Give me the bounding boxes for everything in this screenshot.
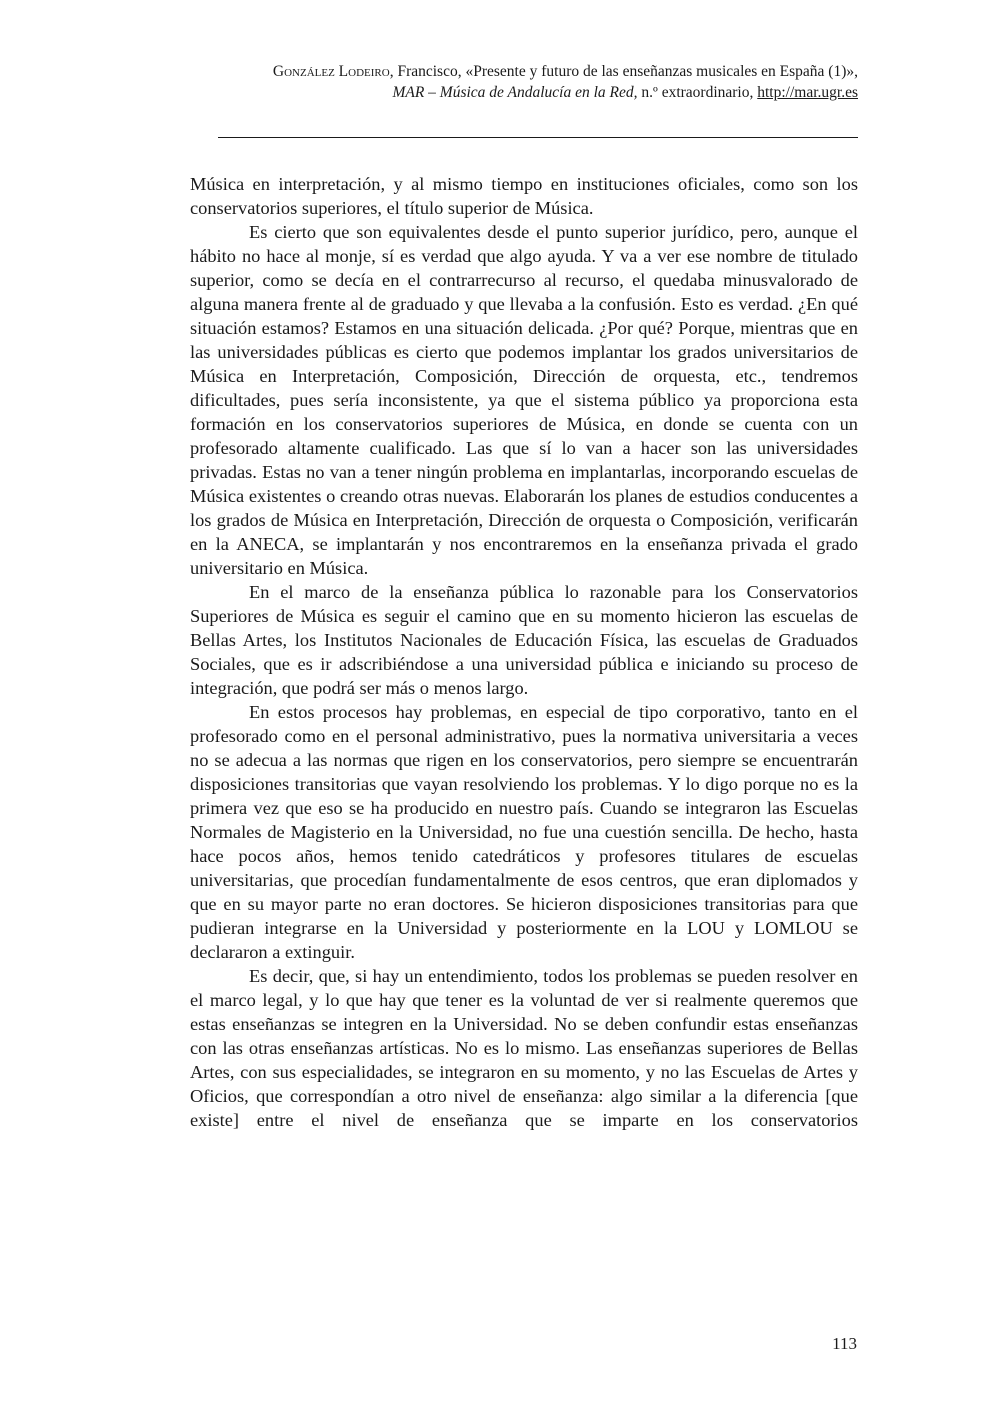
- journal-name: MAR – Música de Andalucía en la Red,: [392, 84, 638, 101]
- header-citation-line-2: [158, 82, 858, 103]
- paragraph: Es decir, que, si hay un entendimiento, todos los problemas se pueden resolver en el marco legal, y lo que hay que tener es la voluntad de ver si realmente queremos que estas enseñanzas se integren en la Universidad. No se deben confundir estas enseñanzas con las otras enseñanzas artísticas. No es lo mismo. Las enseñanzas superiores de Bellas Artes, con sus especialidades, se integraron en su momento, y no las Escuelas de Artes y Oficios, que correspondían a otro nivel de enseñanza: algo similar a la diferencia [que existe] entre el nivel de enseñanza que se imparte en los conservatorios: [190, 966, 858, 1130]
- author-surname: González Lodeiro: [272, 63, 390, 80]
- paragraph: Música en interpretación, y al mismo tiempo en instituciones oficiales, como son los conservatorios superiores, el título superior de Música.: [190, 174, 858, 218]
- author-and-title: , Francisco, «Presente y futuro de las enseñanzas musicales en España (1)»,: [389, 63, 858, 80]
- header-divider: [218, 137, 858, 138]
- journal-url-link[interactable]: http://mar.ugr.es: [757, 84, 858, 101]
- running-header: [158, 61, 858, 103]
- article-body: [190, 172, 858, 1132]
- header-citation-line-1: [158, 61, 858, 82]
- paragraph: En el marco de la enseñanza pública lo razonable para los Conservatorios Superiores de Música es seguir el camino que en su momento hicieron las escuelas de Bellas Artes, los Institutos Nacionales de Educación Física, las escuelas de Graduados Sociales, que es ir adscribiéndose a una universidad pública e iniciando su proceso de integración, que podrá ser más o menos largo.: [190, 582, 858, 698]
- paragraph: Es cierto que son equivalentes desde el punto superior jurídico, pero, aunque el hábito no hace al monje, sí es verdad que algo ayuda. Y va a ver ese nombre de titulado superior, como se decía en el contrarrecurso al recurso, el quedaba minusvalorado de alguna manera frente al de graduado y que llevaba a la confusión. Esto es verdad. ¿En qué situación estamos? Estamos en una situación delicada. ¿Por qué? Porque, mientras que en las universidades públicas es cierto que podemos implantar los grados universitarios de Música en Interpretación, Composición, Dirección de orquesta, etc., tendremos dificultades, pues sería inconsistente, ya que el sistema público ya proporciona esta formación en los conservatorios superiores de Música, en donde se cuenta con un profesorado altamente cualificado. Las que sí lo van a hacer son las universidades privadas. Estas no van a tener ningún problema en implantarlas, incorporando escuelas de Música existentes o creando otras nuevas. Elaborarán los planes de estudios conducentes a los grados de Música en Interpretación, Dirección de orquesta o Composición, verificarán en la ANECA, se implantarán y nos encontraremos en la enseñanza privada el grado universitario en Música.: [190, 222, 858, 578]
- page-number: 113: [832, 1334, 857, 1353]
- issue-info: n.º extraordinario,: [637, 84, 758, 101]
- paragraph: En estos procesos hay problemas, en especial de tipo corporativo, tanto en el profesorado como en el personal administrativo, pues la normativa universitaria a veces no se adecua a las normas que rigen en los conservatorios, pero siempre se encuentrarán disposiciones transitorias que vayan resolviendo los problemas. Y lo digo porque no es la primera vez que eso se ha producido en nuestro país. Cuando se integraron las Escuelas Normales de Magisterio en la Universidad, no fue una cuestión sencilla. De hecho, hasta hace pocos años, hemos tenido catedráticos y profesores titulares de escuelas universitarias, que procedían fundamentalmente de esos centros, que eran diplomados y que en su mayor parte no eran doctores. Se hicieron disposiciones transitorias para que pudieran integrarse en la Universidad y posteriormente en la LOU y LOMLOU se declararon a extinguir.: [190, 702, 858, 962]
